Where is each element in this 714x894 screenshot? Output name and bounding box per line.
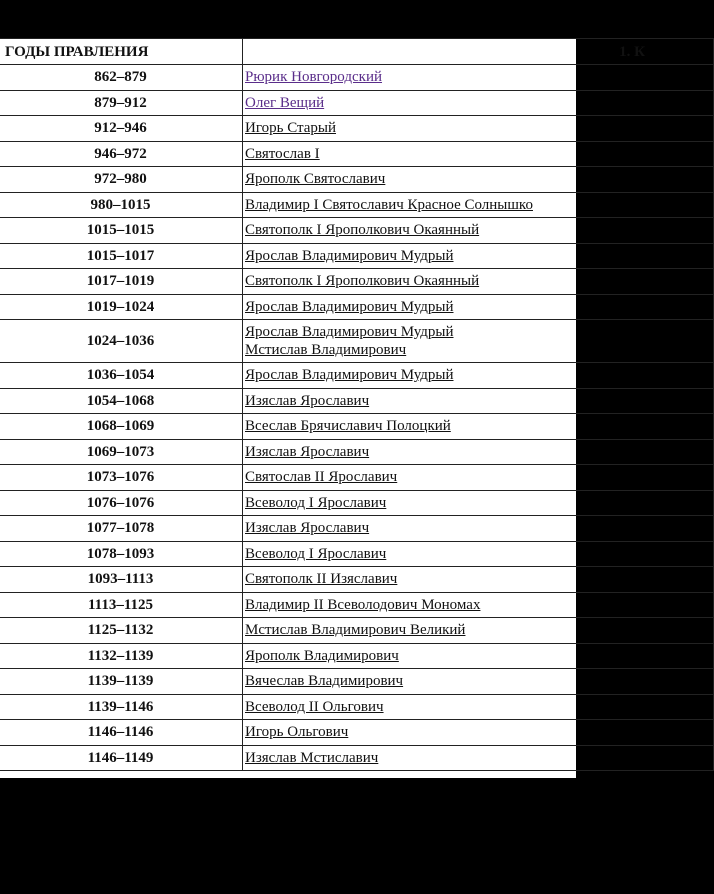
table-row: [0, 363, 714, 389]
ruler-cell: [243, 516, 714, 542]
ruler-name-link[interactable]: Игорь Ольгович: [245, 724, 349, 741]
table-header-row: [0, 39, 714, 65]
ruler-name-link[interactable]: Изяслав Мстиславич: [245, 749, 379, 766]
reign-years: 1139–1139: [0, 669, 243, 695]
table-row: [0, 167, 714, 193]
reign-years: 946–972: [0, 141, 243, 167]
ruler-name-link[interactable]: Всеволод II Ольгович: [245, 698, 384, 715]
table-row: [0, 567, 714, 593]
reign-years: 1132–1139: [0, 643, 243, 669]
ruler-cell: [243, 294, 714, 320]
ruler-name-link[interactable]: Ярополк Владимирович: [245, 647, 399, 664]
table-row: [0, 643, 714, 669]
reign-years: 1113–1125: [0, 592, 243, 618]
table-row: [0, 192, 714, 218]
ruler-name-link[interactable]: Вячеслав Владимирович: [245, 673, 404, 690]
ruler-cell: [243, 388, 714, 414]
reign-years: 980–1015: [0, 192, 243, 218]
table-row: [0, 490, 714, 516]
ruler-cell: [243, 490, 714, 516]
ruler-name-link[interactable]: Святополк I Ярополкович Окаянный: [245, 273, 480, 290]
ruler-name-link[interactable]: Святослав I: [245, 145, 320, 162]
ruler-cell: [243, 167, 714, 193]
reign-years: 1076–1076: [0, 490, 243, 516]
reign-years: 1077–1078: [0, 516, 243, 542]
reign-years: 1015–1017: [0, 243, 243, 269]
reign-years: 1036–1054: [0, 363, 243, 389]
ruler-name-link[interactable]: Всеслав Брячиславич Полоцкий: [245, 418, 451, 435]
table-row: [0, 439, 714, 465]
reign-years: 1015–1015: [0, 218, 243, 244]
reign-years: 972–980: [0, 167, 243, 193]
table-row: [0, 745, 714, 771]
reign-years: 1017–1019: [0, 269, 243, 295]
reign-years: 1068–1069: [0, 414, 243, 440]
ruler-cell: [243, 192, 714, 218]
ruler-name-link[interactable]: Игорь Старый: [245, 120, 337, 137]
reign-years: 1054–1068: [0, 388, 243, 414]
table-row: [0, 65, 714, 91]
reign-years: 879–912: [0, 90, 243, 116]
reign-years: 912–946: [0, 116, 243, 142]
ruler-cell: [243, 141, 714, 167]
ruler-cell: [243, 618, 714, 644]
table-row: [0, 90, 714, 116]
table-row: [0, 592, 714, 618]
table-row: [0, 618, 714, 644]
table-row: [0, 414, 714, 440]
ruler-name-link[interactable]: Мстислав Владимирович: [245, 342, 407, 358]
ruler-cell: [243, 65, 714, 91]
table-row: [0, 388, 714, 414]
table-row: [0, 516, 714, 542]
ruler-name-link[interactable]: Ярослав Владимирович Мудрый: [245, 324, 454, 340]
ruler-name-link[interactable]: Всеволод I Ярославич: [245, 545, 387, 562]
table-row: [0, 243, 714, 269]
table-row: [0, 116, 714, 142]
ruler-name-link[interactable]: Изяслав Ярославич: [245, 443, 370, 460]
ruler-cell: [243, 320, 714, 363]
reign-years: 862–879: [0, 65, 243, 91]
ruler-cell: [243, 643, 714, 669]
ruler-cell: [243, 567, 714, 593]
reign-years: 1139–1146: [0, 694, 243, 720]
table-row: [0, 541, 714, 567]
ruler-cell: [243, 439, 714, 465]
table-row: [0, 218, 714, 244]
reign-years: 1146–1149: [0, 745, 243, 771]
ruler-name-link[interactable]: Святополк II Изяславич: [245, 571, 398, 588]
ruler-name-link[interactable]: Изяслав Ярославич: [245, 392, 370, 409]
reign-years: 1093–1113: [0, 567, 243, 593]
ruler-cell: [243, 363, 714, 389]
rulers-table: [0, 38, 714, 771]
table-row: [0, 465, 714, 491]
ruler-name-link[interactable]: Ярослав Владимирович Мудрый: [245, 298, 454, 315]
ruler-name-link[interactable]: Ярослав Владимирович Мудрый: [245, 367, 454, 384]
reign-years: 1078–1093: [0, 541, 243, 567]
ruler-cell: [243, 694, 714, 720]
ruler-name-link[interactable]: Всеволод I Ярославич: [245, 494, 387, 511]
table-row: [0, 720, 714, 746]
header-ruler: 1. К: [243, 39, 714, 65]
table-row: [0, 294, 714, 320]
ruler-name-link[interactable]: Ярослав Владимирович Мудрый: [245, 247, 454, 264]
ruler-cell: [243, 243, 714, 269]
ruler-cell: [243, 465, 714, 491]
header-years: ГОДЫ ПРАВЛЕНИЯ: [0, 39, 243, 65]
reign-years: 1024–1036: [0, 320, 243, 363]
reign-years: 1069–1073: [0, 439, 243, 465]
ruler-cell: [243, 745, 714, 771]
ruler-name-link[interactable]: Олег Вещий: [245, 94, 325, 111]
table-row: [0, 694, 714, 720]
ruler-name-link[interactable]: Мстислав Владимирович Великий: [245, 622, 466, 639]
ruler-name-link[interactable]: Владимир II Всеволодович Мономах: [245, 596, 481, 613]
ruler-name-link[interactable]: Ярополк Святославич: [245, 171, 386, 188]
ruler-cell: [243, 592, 714, 618]
ruler-cell: [243, 414, 714, 440]
ruler-cell: [243, 269, 714, 295]
ruler-name-link[interactable]: Рюрик Новгородский: [245, 69, 383, 86]
reign-years: 1146–1146: [0, 720, 243, 746]
document-page: [0, 38, 645, 778]
table-row: [0, 320, 714, 363]
reign-years: 1125–1132: [0, 618, 243, 644]
table-row: [0, 141, 714, 167]
ruler-cell: [243, 541, 714, 567]
table-row: [0, 269, 714, 295]
ruler-cell: [243, 90, 714, 116]
ruler-name-link[interactable]: Владимир I Святославич Красное Солнышко: [245, 196, 533, 213]
ruler-name-link[interactable]: Святополк I Ярополкович Окаянный: [245, 222, 480, 239]
ruler-cell: [243, 218, 714, 244]
reign-years: 1073–1076: [0, 465, 243, 491]
reign-years: 1019–1024: [0, 294, 243, 320]
ruler-cell: [243, 720, 714, 746]
ruler-cell: [243, 669, 714, 695]
ruler-name-link[interactable]: Изяслав Ярославич: [245, 520, 370, 537]
ruler-cell: [243, 116, 714, 142]
table-row: [0, 669, 714, 695]
ruler-name-link[interactable]: Святослав II Ярославич: [245, 469, 398, 486]
